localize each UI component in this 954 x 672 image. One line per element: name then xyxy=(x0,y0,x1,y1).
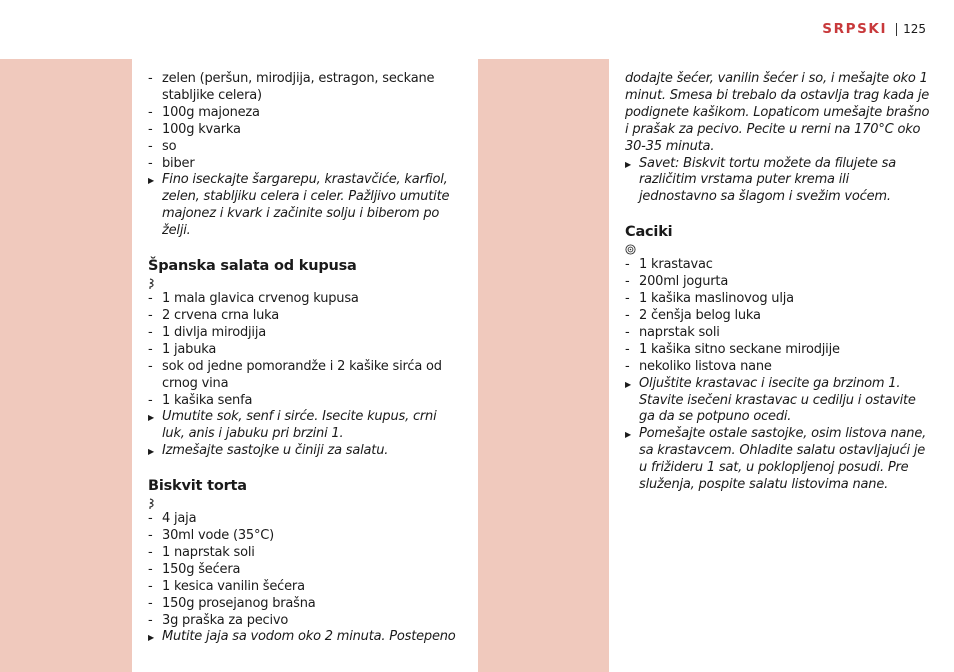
recipe-title: Španska salata od kupusa xyxy=(148,258,357,275)
whisk-icon xyxy=(148,495,460,511)
list-item: - 1 kesica vanilin šećera xyxy=(148,578,305,594)
list-item: - 100g majoneza xyxy=(148,104,260,120)
instruction-item: ▶ Umutite sok, senf i sirće. Isecite kupus, crni luk, anis i jabuku pri brzini 1. xyxy=(148,409,437,442)
list-item: - 150g prosejanog brašna xyxy=(148,595,316,611)
list-item: - so xyxy=(148,138,177,154)
list-item: - 150g šećera xyxy=(148,561,241,577)
list-item: - 200ml jogurta xyxy=(625,274,729,290)
grater-disc-icon xyxy=(625,241,930,257)
list-item: - 1 mala glavica crvenog kupusa xyxy=(148,291,359,307)
instruction-item: ▶ Pomešajte ostale sastojke, osim listova nane, sa krastavcem. Ohladite salatu ostavljajući je u frižideru 1 sat, u poklopljenoj posudi. Pre služenja, pospite salatu listovima nane. xyxy=(625,426,927,493)
recipe-title: Biskvit torta xyxy=(148,478,247,495)
left-column xyxy=(148,71,460,646)
instruction-item: ▶ Izmešajte sastojke u činiji za salatu. xyxy=(148,443,389,459)
list-item: - 1 kašika senfa xyxy=(148,392,253,408)
list-item: - 1 kašika maslinovog ulja xyxy=(625,291,794,307)
whisk-icon xyxy=(148,275,460,291)
intro-ingredient-list xyxy=(148,71,460,240)
middle-margin-band xyxy=(478,59,609,672)
list-item: - 30ml vode (35°C) xyxy=(148,528,275,544)
tip-item: ▶ Savet: Biskvit tortu možete da filujete sa različitim vrstama puter krema ili jednostavno sa šlagom i svežim voćem. xyxy=(625,155,896,205)
header-divider xyxy=(896,23,897,36)
ingredient-list xyxy=(148,291,460,460)
instruction-continuation: dodajte šećer, vanilin šećer i so, i mešajte oko 1 minut. Smesa bi trebalo da ostavlja trag kada je podignete kašikom. Lopaticom umešajte brašno i prašak za pecivo. Pecite u rerni na 170°C oko 30-35 minuta. xyxy=(625,71,930,154)
ingredient-list xyxy=(625,257,930,494)
left-margin-band xyxy=(0,59,132,672)
ingredient-list xyxy=(148,511,460,646)
list-item: - nekoliko listova nane xyxy=(625,358,772,374)
page-header xyxy=(822,20,926,38)
instruction-item: ▶ Mutite jaja sa vodom oko 2 minuta. Postepeno xyxy=(148,629,456,645)
list-item: - 100g kvarka xyxy=(148,121,241,137)
list-item: - 1 jabuka xyxy=(148,341,217,357)
list-item: - 1 krastavac xyxy=(625,257,713,273)
list-item: - 1 kašika sitno seckane mirodjije xyxy=(625,341,840,357)
instruction-item: ▶ Fino iseckajte šargarepu, krastavčiće, karfiol, zelen, stabljiku celera i celer. Pažljivo umutite majonez i kvark i začinite solju i biberom po želji. xyxy=(148,172,450,239)
list-item: - 3g praška za pecivo xyxy=(148,612,289,628)
language-label: SRPSKI xyxy=(822,21,888,37)
recipe-title: Caciki xyxy=(625,224,673,241)
page-number: 125 xyxy=(903,22,926,36)
list-item: - 1 divlja mirodjija xyxy=(148,324,267,340)
list-item: - 2 čenšja belog luka xyxy=(625,307,761,323)
list-item: - 4 jaja xyxy=(148,511,197,527)
list-item: - naprstak soli xyxy=(625,324,720,340)
list-item: - biber xyxy=(148,155,195,171)
list-item: - 2 crvena crna luka xyxy=(148,307,280,323)
list-item: - zelen (peršun, mirodjija, estragon, seckane stabljike celera) xyxy=(148,71,435,103)
right-column xyxy=(625,71,930,494)
list-item: - sok od jedne pomorandže i 2 kašike sirća od crnog vina xyxy=(148,358,442,391)
instruction-item: ▶ Oljuštite krastavac i isecite ga brzinom 1. Stavite isečeni krastavac u cedilju i ostavite ga da se potpuno ocedi. xyxy=(625,375,916,425)
list-item: - 1 naprstak soli xyxy=(148,544,255,560)
